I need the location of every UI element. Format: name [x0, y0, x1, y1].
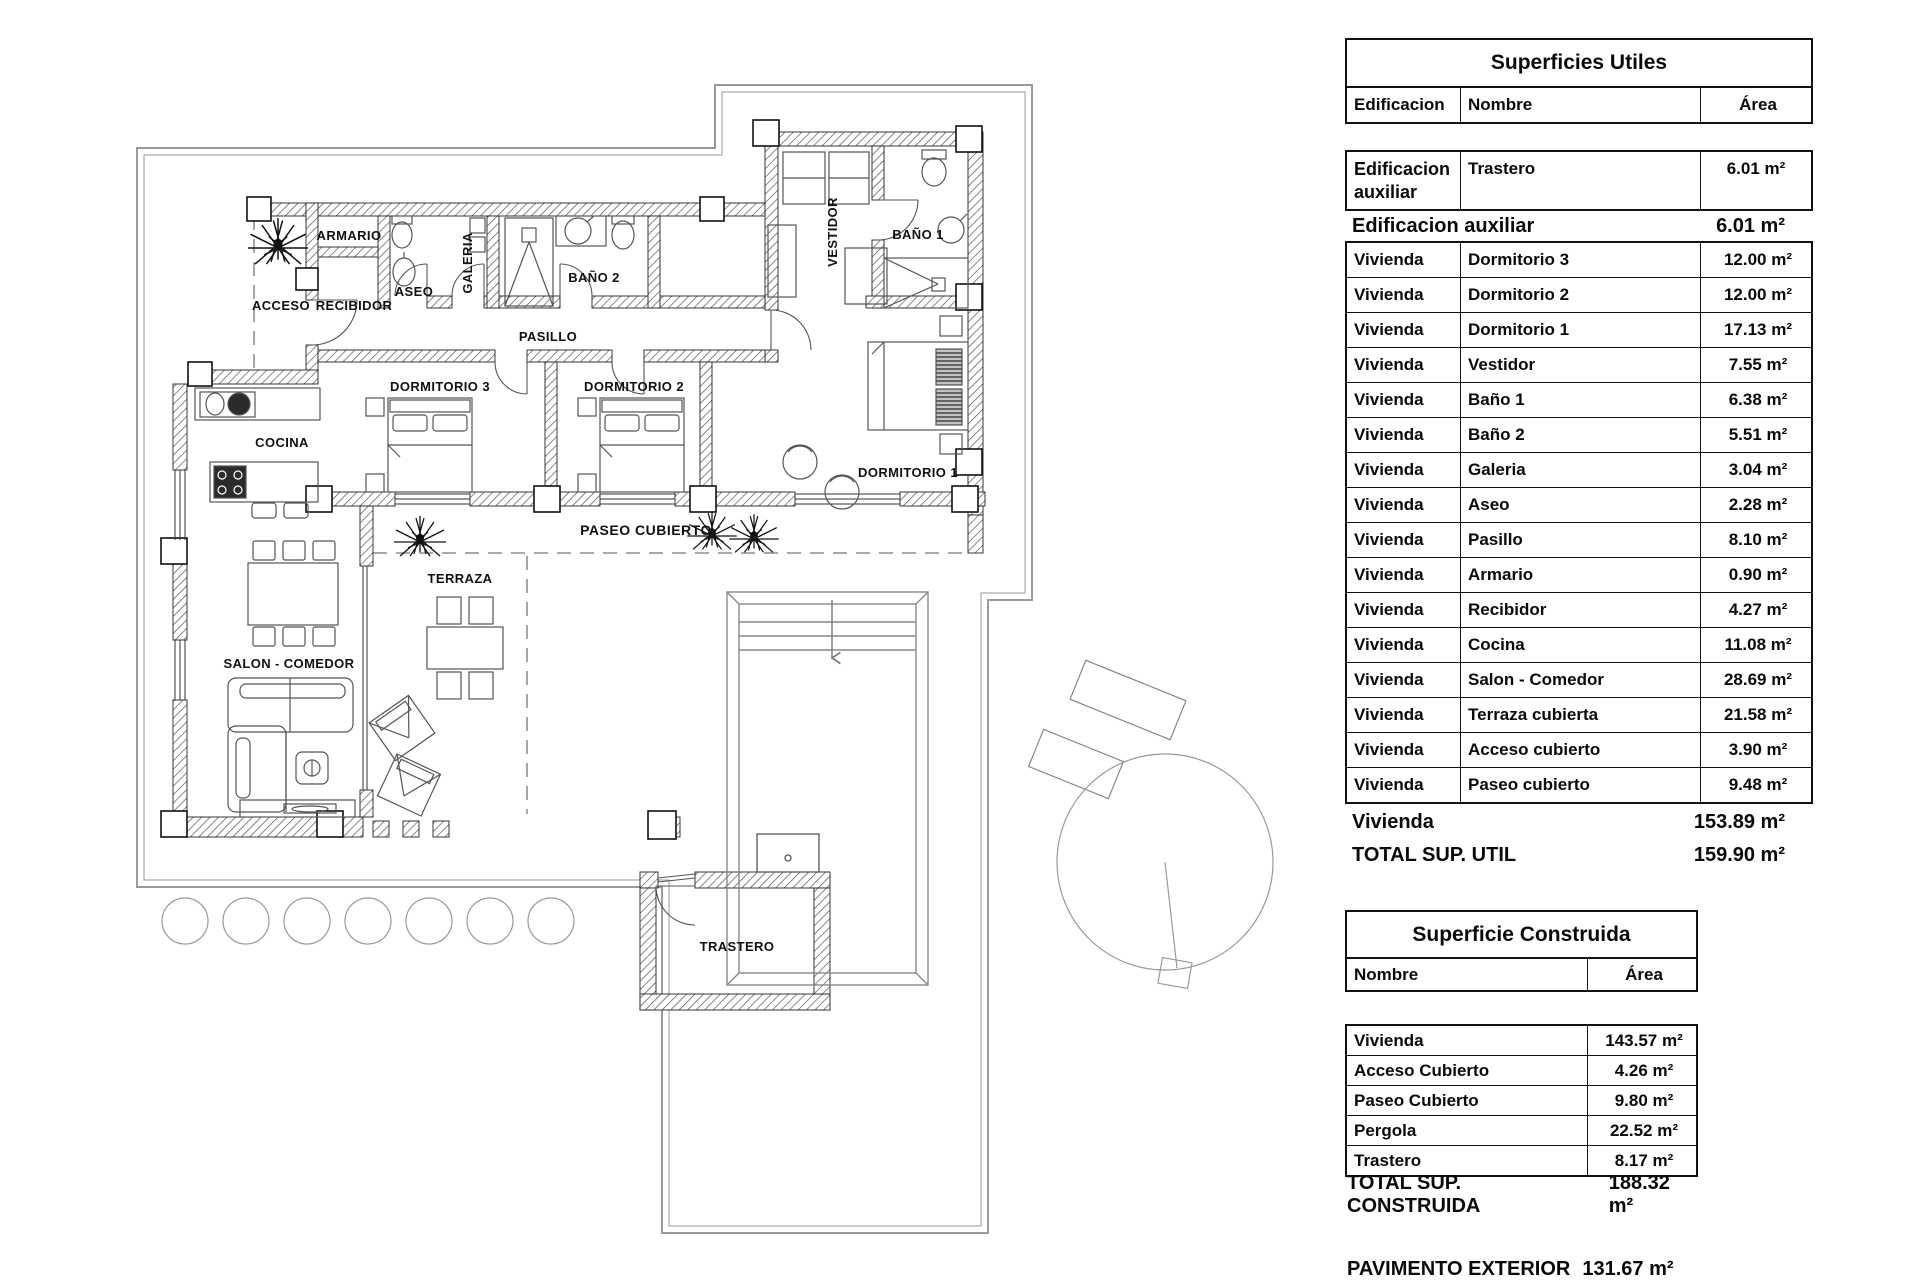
cell-nombre: Pergola — [1354, 1120, 1417, 1140]
cell-edificacion: Vivienda — [1354, 390, 1424, 409]
aux-nombre-cell: Trastero — [1460, 152, 1700, 209]
table-row — [1347, 767, 1811, 802]
table-row — [1347, 697, 1811, 732]
cell-area: 8.17 m² — [1587, 1146, 1700, 1175]
table-row — [1347, 1055, 1696, 1085]
superficie-construida-table — [1345, 910, 1698, 1280]
cell-area: 7.55 m² — [1700, 348, 1815, 382]
col-header-area2: Área — [1587, 959, 1700, 990]
aux-edificacion-cell: Edificacion auxiliar — [1354, 159, 1451, 202]
cell-area: 2.28 m² — [1700, 488, 1815, 522]
aux-area-cell: 6.01 m² — [1700, 152, 1815, 209]
cell-area: 3.90 m² — [1700, 733, 1815, 767]
table-row — [1347, 592, 1811, 627]
doors — [312, 200, 918, 925]
table-row — [1347, 1115, 1696, 1145]
room-label-recibidor: RECIBIDOR — [315, 298, 393, 313]
construida-header-box — [1345, 910, 1698, 992]
room-labels — [224, 197, 958, 954]
room-label-paseo: PASEO CUBIERTO — [580, 522, 712, 538]
col-header-nombre: Nombre — [1460, 88, 1700, 122]
cell-area: 11.08 m² — [1700, 628, 1815, 662]
table-row — [1347, 417, 1811, 452]
cell-area: 4.26 m² — [1587, 1056, 1700, 1085]
cell-nombre: Paseo Cubierto — [1354, 1090, 1479, 1110]
dining-furniture — [248, 541, 338, 646]
total-sup-util-label: TOTAL SUP. UTIL — [1352, 843, 1517, 866]
walls — [173, 132, 985, 1010]
cell-nombre: Aseo — [1460, 488, 1700, 522]
room-label-dormitorio2: DORMITORIO 2 — [584, 379, 684, 394]
cell-area: 17.13 m² — [1700, 313, 1815, 347]
cell-nombre: Baño 2 — [1460, 418, 1700, 452]
total-construida-line — [1345, 1172, 1698, 1217]
cell-nombre: Cocina — [1460, 628, 1700, 662]
bathroom2-fixtures — [505, 216, 634, 306]
table-row — [1347, 662, 1811, 697]
cell-area: 143.57 m² — [1587, 1026, 1700, 1055]
room-label-bano1: BAÑO 1 — [892, 227, 944, 242]
total-construida-label: TOTAL SUP. CONSTRUIDA — [1347, 1172, 1481, 1217]
cell-edificacion: Vivienda — [1354, 250, 1424, 269]
table-row — [1347, 557, 1811, 592]
cell-nombre: Salon - Comedor — [1460, 663, 1700, 697]
cell-area: 22.52 m² — [1587, 1116, 1700, 1145]
cell-area: 8.10 m² — [1700, 523, 1815, 557]
table-row — [1347, 1145, 1696, 1175]
cell-nombre: Acceso cubierto — [1460, 733, 1700, 767]
vivienda-rows-box — [1345, 241, 1813, 804]
cell-nombre: Galeria — [1460, 453, 1700, 487]
vivienda-total-line — [1345, 806, 1813, 838]
room-label-trastero: TRASTERO — [699, 939, 775, 954]
cell-edificacion: Vivienda — [1354, 530, 1424, 549]
aux-total-label: Edificacion auxiliar — [1352, 214, 1535, 237]
room-label-salon: SALON - COMEDOR — [223, 656, 355, 671]
cell-edificacion: Vivienda — [1354, 600, 1424, 619]
cell-edificacion: Vivienda — [1354, 705, 1424, 724]
table-row — [1347, 732, 1811, 767]
aux-total-value: 6.01 m² — [1716, 214, 1785, 237]
bedroom2-furniture — [578, 398, 684, 492]
cell-edificacion: Vivienda — [1354, 670, 1424, 689]
col-header-area: Área — [1700, 88, 1815, 122]
col-header-edificacion: Edificacion — [1354, 95, 1445, 114]
table-row — [1347, 487, 1811, 522]
room-label-dormitorio3: DORMITORIO 3 — [390, 379, 490, 394]
construida-title: Superficie Construida — [1347, 912, 1696, 959]
cell-nombre: Recibidor — [1460, 593, 1700, 627]
room-label-bano2: BAÑO 2 — [568, 270, 620, 285]
cell-area: 5.51 m² — [1700, 418, 1815, 452]
cell-nombre: Vivienda — [1354, 1030, 1424, 1050]
cell-edificacion: Vivienda — [1354, 565, 1424, 584]
table-row — [1347, 382, 1811, 417]
superficies-utiles-table — [1345, 38, 1813, 872]
cell-area: 28.69 m² — [1700, 663, 1815, 697]
cell-area: 12.00 m² — [1700, 243, 1815, 277]
table-row — [1347, 347, 1811, 382]
terrace-furniture — [369, 597, 503, 816]
cell-edificacion: Vivienda — [1354, 285, 1424, 304]
room-label-armario: ARMARIO — [316, 228, 382, 243]
pavimento-value: 131.67 m² — [1582, 1257, 1674, 1280]
cell-nombre: Acceso Cubierto — [1354, 1060, 1490, 1080]
table-row — [1347, 452, 1811, 487]
room-label-acceso: ACCESO — [251, 298, 311, 313]
outdoor-shower-box — [757, 834, 819, 872]
bedroom3-furniture — [366, 398, 472, 492]
cell-area: 6.38 m² — [1700, 383, 1815, 417]
cell-edificacion: Vivienda — [1354, 355, 1424, 374]
construida-rows-box — [1345, 1024, 1698, 1177]
cell-edificacion: Vivienda — [1354, 460, 1424, 479]
table-row — [1347, 312, 1811, 347]
table-row — [1347, 1085, 1696, 1115]
cell-area: 9.48 m² — [1700, 768, 1815, 802]
table-row — [1347, 522, 1811, 557]
room-label-aseo: ASEO — [394, 284, 434, 299]
room-label-pasillo: PASILLO — [518, 329, 578, 344]
cell-edificacion: Vivienda — [1354, 635, 1424, 654]
windows — [175, 470, 900, 790]
cell-nombre: Dormitorio 2 — [1460, 278, 1700, 312]
total-sup-util-value: 159.90 m² — [1693, 843, 1785, 866]
cell-nombre: Armario — [1460, 558, 1700, 592]
cell-nombre: Terraza cubierta — [1460, 698, 1700, 732]
cell-area: 3.04 m² — [1700, 453, 1815, 487]
room-label-galeria: GALERIA — [460, 232, 475, 294]
cell-area: 12.00 m² — [1700, 278, 1815, 312]
cell-edificacion: Vivienda — [1354, 775, 1424, 794]
cell-edificacion: Vivienda — [1354, 320, 1424, 339]
cell-area: 4.27 m² — [1700, 593, 1815, 627]
col-header-nombre2: Nombre — [1354, 964, 1419, 984]
garden-circles — [162, 898, 574, 944]
vivienda-total-label: Vivienda — [1352, 810, 1434, 833]
cell-nombre: Vestidor — [1460, 348, 1700, 382]
cell-edificacion: Vivienda — [1354, 495, 1424, 514]
aux-building-row — [1345, 150, 1813, 211]
cell-edificacion: Vivienda — [1354, 740, 1424, 759]
superficies-utiles-header-box — [1345, 38, 1813, 124]
total-construida-value: 188.32 m² — [1608, 1172, 1670, 1217]
cell-nombre: Trastero — [1354, 1150, 1422, 1170]
room-label-cocina: COCINA — [255, 435, 309, 450]
table-row — [1347, 243, 1811, 277]
cell-nombre: Pasillo — [1460, 523, 1700, 557]
superficies-utiles-title: Superficies Utiles — [1347, 40, 1811, 88]
cell-nombre: Dormitorio 1 — [1460, 313, 1700, 347]
room-label-vestidor: VESTIDOR — [825, 197, 840, 267]
room-label-terraza: TERRAZA — [427, 571, 493, 586]
total-sup-util-line — [1345, 838, 1813, 872]
sofa — [228, 678, 353, 812]
table-row — [1347, 627, 1811, 662]
vivienda-total-value: 153.89 m² — [1693, 810, 1785, 833]
kitchen-furniture — [195, 388, 320, 518]
cell-edificacion: Vivienda — [1354, 425, 1424, 444]
aux-total-line — [1345, 211, 1813, 241]
cell-area: 0.90 m² — [1700, 558, 1815, 592]
pavimento-label: PAVIMENTO EXTERIOR — [1347, 1257, 1571, 1280]
table-row — [1347, 277, 1811, 312]
cell-area: 9.80 m² — [1587, 1086, 1700, 1115]
table-row — [1347, 1026, 1696, 1055]
cell-nombre: Dormitorio 3 — [1460, 243, 1700, 277]
cell-nombre: Baño 1 — [1460, 383, 1700, 417]
pavimento-exterior-line — [1345, 1253, 1698, 1280]
room-label-dormitorio1: DORMITORIO 1 — [858, 465, 958, 480]
pergola — [1029, 660, 1273, 988]
cell-area: 21.58 m² — [1700, 698, 1815, 732]
cell-nombre: Paseo cubierto — [1460, 768, 1700, 802]
